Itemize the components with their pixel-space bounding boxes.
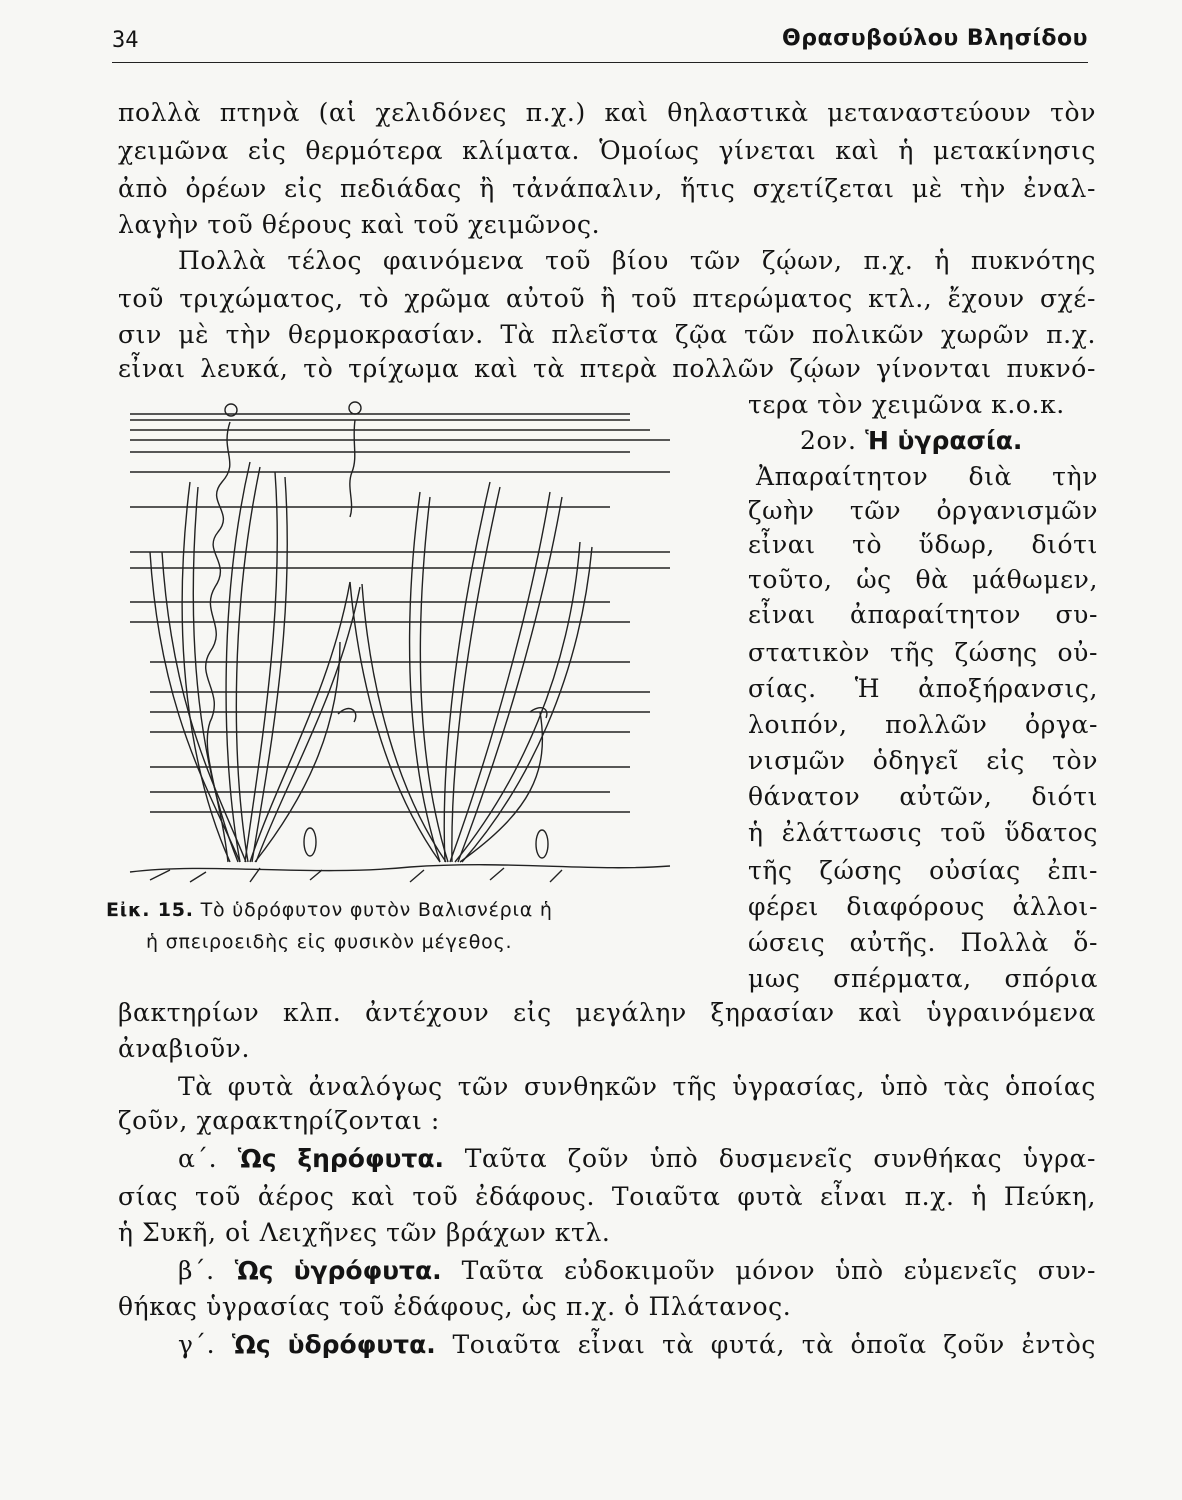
text-line: μως σπέρματα, σπόρια — [748, 964, 1098, 993]
text-line: σίας. Ἡ ἀποξήρανσις, — [748, 674, 1098, 703]
text-line: στατικὸν τῆς ζώσης οὐ- — [748, 638, 1098, 667]
text-line: εἶναι ἀπαραίτητον συ- — [748, 600, 1098, 629]
page-number: 34 — [112, 28, 139, 53]
item-text: Ταῦτα ζοῦν ὑπὸ δυσμενεῖς συνθήκας ὑγρα- — [464, 1144, 1097, 1173]
section-heading — [748, 424, 1098, 458]
text-line: εἶναι λευκά, τὸ τρίχωμα καὶ τὰ πτερὰ πολλῶν ζῴων γίνονται πυκνό- — [118, 354, 1096, 383]
text-line: λοιπόν, πολλῶν ὀργα- — [748, 710, 1098, 739]
list-item-hydrophytes — [118, 1328, 1096, 1362]
section-title: Ἡ ὑγρασία. — [865, 426, 1023, 455]
item-text: Ταῦτα εὐδοκιμοῦν μόνον ὑπὸ εὐμενεῖς συν- — [461, 1256, 1096, 1285]
item-label: Ὡς ὑγρόφυτα. — [234, 1256, 442, 1285]
text-line: τοῦ τριχώματος, τὸ χρῶμα αὐτοῦ ἢ τοῦ πτερώματος κτλ., ἔχουν σχέ- — [118, 284, 1096, 313]
text-line: λαγὴν τοῦ θέρους καὶ τοῦ χειμῶνος. — [118, 210, 601, 239]
text-line: θάνατον αὐτῶν, διότι — [748, 782, 1098, 811]
vallisneria-illustration — [110, 392, 740, 892]
item-label: Ὡς ὑδρόφυτα. — [231, 1330, 436, 1359]
text-line: εἶναι τὸ ὕδωρ, διότι — [748, 530, 1098, 559]
text-line: βακτηρίων κλπ. ἀντέχουν εἰς μεγάλην ξηρασίαν καὶ ὑγραινόμενα — [118, 998, 1096, 1027]
text-line: Τὰ φυτὰ ἀναλόγως τῶν συνθηκῶν τῆς ὑγρασίας, ὑπὸ τὰς ὁποίας — [178, 1072, 1096, 1101]
text-line: ζωὴν τῶν ὀργανισμῶν — [748, 496, 1098, 525]
text-line: τοῦτο, ὡς θὰ μάθωμεν, — [748, 565, 1098, 594]
text-line: ώσεις αὐτῆς. Πολλὰ ὅ- — [748, 928, 1098, 957]
item-marker: α΄. — [178, 1144, 218, 1173]
text-line: νισμῶν ὁδηγεῖ εἰς τὸν — [748, 746, 1098, 775]
running-head: Θρασυβούλου Βλησίδου — [782, 26, 1088, 51]
text-line: σιν μὲ τὴν θερμοκρασίαν. Τὰ πλεῖστα ζῷα τῶν πολικῶν χωρῶν π.χ. — [118, 320, 1096, 349]
item-text: Τοιαῦτα εἶναι τὰ φυτά, τὰ ὁποῖα ζοῦν ἐντὸς — [452, 1330, 1096, 1359]
text-line: Πολλὰ τέλος φαινόμενα τοῦ βίου τῶν ζῴων, π.χ. ἡ πυκνότης — [178, 246, 1096, 275]
item-marker: γ΄. — [178, 1330, 216, 1359]
text-line: τῆς ζώσης οὐσίας ἐπι- — [748, 856, 1098, 885]
text-line: σίας τοῦ ἀέρος καὶ τοῦ ἐδάφους. Τοιαῦτα φυτὰ εἶναι π.χ. ἡ Πεύκη, — [118, 1182, 1096, 1211]
text-line: τερα τὸν χειμῶνα κ.ο.κ. — [748, 390, 1065, 419]
text-line: φέρει διαφόρους ἀλλοι- — [748, 892, 1098, 921]
text-line: πολλὰ πτηνὰ (αἱ χελιδόνες π.χ.) καὶ θηλαστικὰ μεταναστεύουν τὸν — [118, 98, 1096, 127]
list-item-hygrophytes — [118, 1254, 1096, 1288]
list-item-xerophytes — [118, 1142, 1096, 1176]
text-line: ζοῦν, χαρακτηρίζονται : — [118, 1106, 440, 1135]
section-number: 2ον. — [800, 426, 857, 455]
text-line: ἀναβιοῦν. — [118, 1034, 251, 1063]
item-marker: β΄. — [178, 1256, 215, 1285]
text-line: Ἀπαραίτητον διὰ τὴν — [756, 462, 1098, 491]
text-line: χειμῶνα εἰς θερμότερα κλίματα. Ὁμοίως γίνεται καὶ ἡ μετακίνησις — [118, 136, 1096, 165]
figure-caption-text: Τὸ ὑδρόφυτον φυτὸν Βαλισνέρια ἡ — [200, 899, 553, 921]
item-label: Ὡς ξηρόφυτα. — [237, 1144, 445, 1173]
text-line: ἡ ἐλάττωσις τοῦ ὕδατος — [748, 818, 1098, 847]
figure-caption-line — [106, 895, 746, 925]
text-line: θήκας ὑγρασίας τοῦ ἐδάφους, ὡς π.χ. ὁ Πλάτανος. — [118, 1292, 792, 1321]
text-line: ἀπὸ ὀρέων εἰς πεδιάδας ἢ τἀνάπαλιν, ἥτις σχετίζεται μὲ τὴν ἐναλ- — [118, 174, 1096, 203]
text-line: ἡ Συκῆ, οἱ Λειχῆνες τῶν βράχων κτλ. — [118, 1218, 611, 1247]
figure-caption-line: ἡ σπειροειδὴς εἰς φυσικὸν μέγεθος. — [146, 931, 513, 953]
page-header — [112, 18, 1088, 63]
figure-label: Εἰκ. 15. — [106, 899, 194, 921]
